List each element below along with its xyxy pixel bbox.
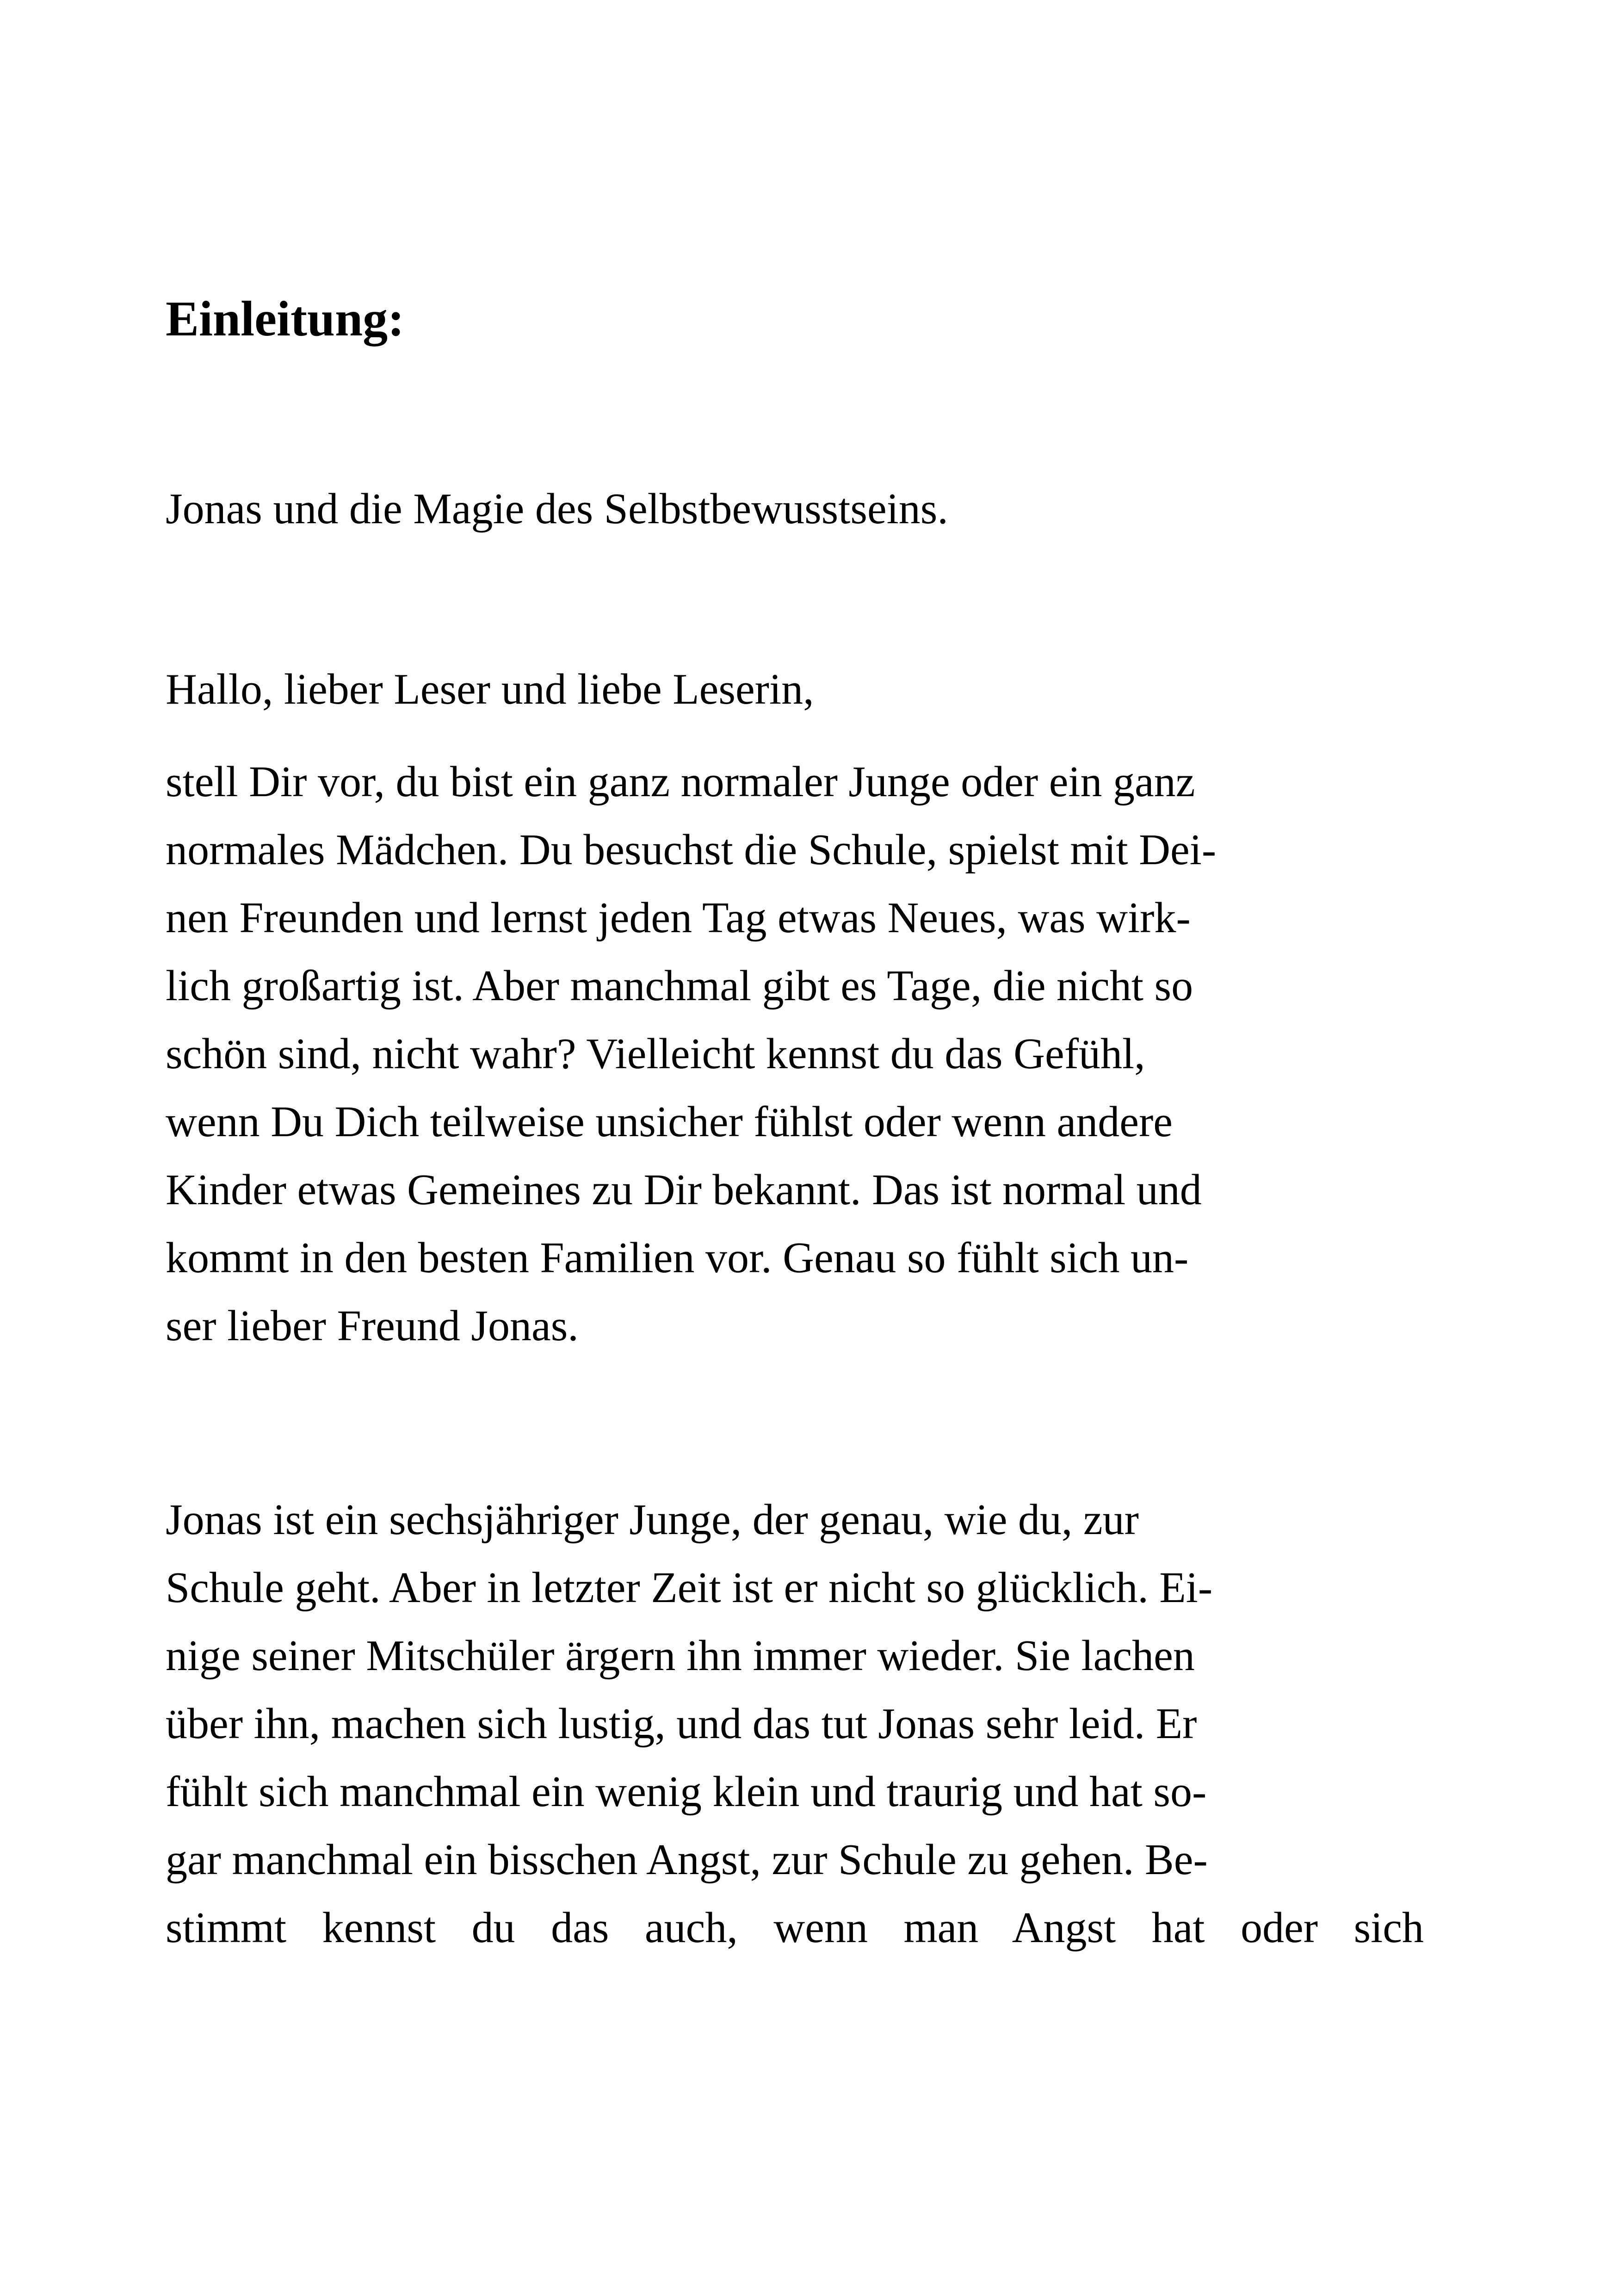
paragraph-1-line: stell Dir vor, du bist ein ganz normaler Junge oder ein ganz <box>166 758 1195 806</box>
paragraph-1-line: kommt in den besten Familien vor. Genau so fühlt sich un- <box>166 1234 1189 1282</box>
paragraph-2-line: nige seiner Mitschüler ärgern ihn immer wieder. Sie lachen <box>166 1632 1195 1680</box>
paragraph-1-line: ser lieber Freund Jonas. <box>166 1302 579 1350</box>
paragraph-1-line: wenn Du Dich teilweise unsicher fühlst oder wenn andere <box>166 1098 1173 1146</box>
paragraph-1-line: nen Freunden und lernst jeden Tag etwas Neues, was wirk- <box>166 894 1191 942</box>
book-title-line: Jonas und die Magie des Selbstbewusstseins. <box>166 485 948 533</box>
paragraph-2-line: Jonas ist ein sechsjähriger Junge, der genau, wie du, zur <box>166 1496 1139 1544</box>
paragraph-2-line: gar manchmal ein bisschen Angst, zur Schule zu gehen. Be- <box>166 1836 1208 1884</box>
paragraph-1-line: normales Mädchen. Du besuchst die Schule, spielst mit Dei- <box>166 826 1217 874</box>
paragraph-1-line: lich großartig ist. Aber manchmal gibt es Tage, die nicht so <box>166 962 1193 1010</box>
paragraph-2-line: über ihn, machen sich lustig, und das tut Jonas sehr leid. Er <box>166 1700 1197 1748</box>
paragraph-2-line: fühlt sich manchmal ein wenig klein und traurig und hat so- <box>166 1768 1207 1816</box>
paragraph-1-line: schön sind, nicht wahr? Vielleicht kennst du das Gefühl, <box>166 1030 1145 1078</box>
paragraph-2-line: stimmt kennst du das auch, wenn man Angst hat oder sich <box>166 1904 1424 1952</box>
section-heading: Einleitung: <box>166 291 405 347</box>
paragraph-2-line: Schule geht. Aber in letzter Zeit ist er nicht so glücklich. Ei- <box>166 1564 1213 1612</box>
paragraph-1-line: Kinder etwas Gemeines zu Dir bekannt. Das ist normal und <box>166 1166 1202 1214</box>
greeting-line: Hallo, lieber Leser und liebe Leserin, <box>166 665 814 713</box>
